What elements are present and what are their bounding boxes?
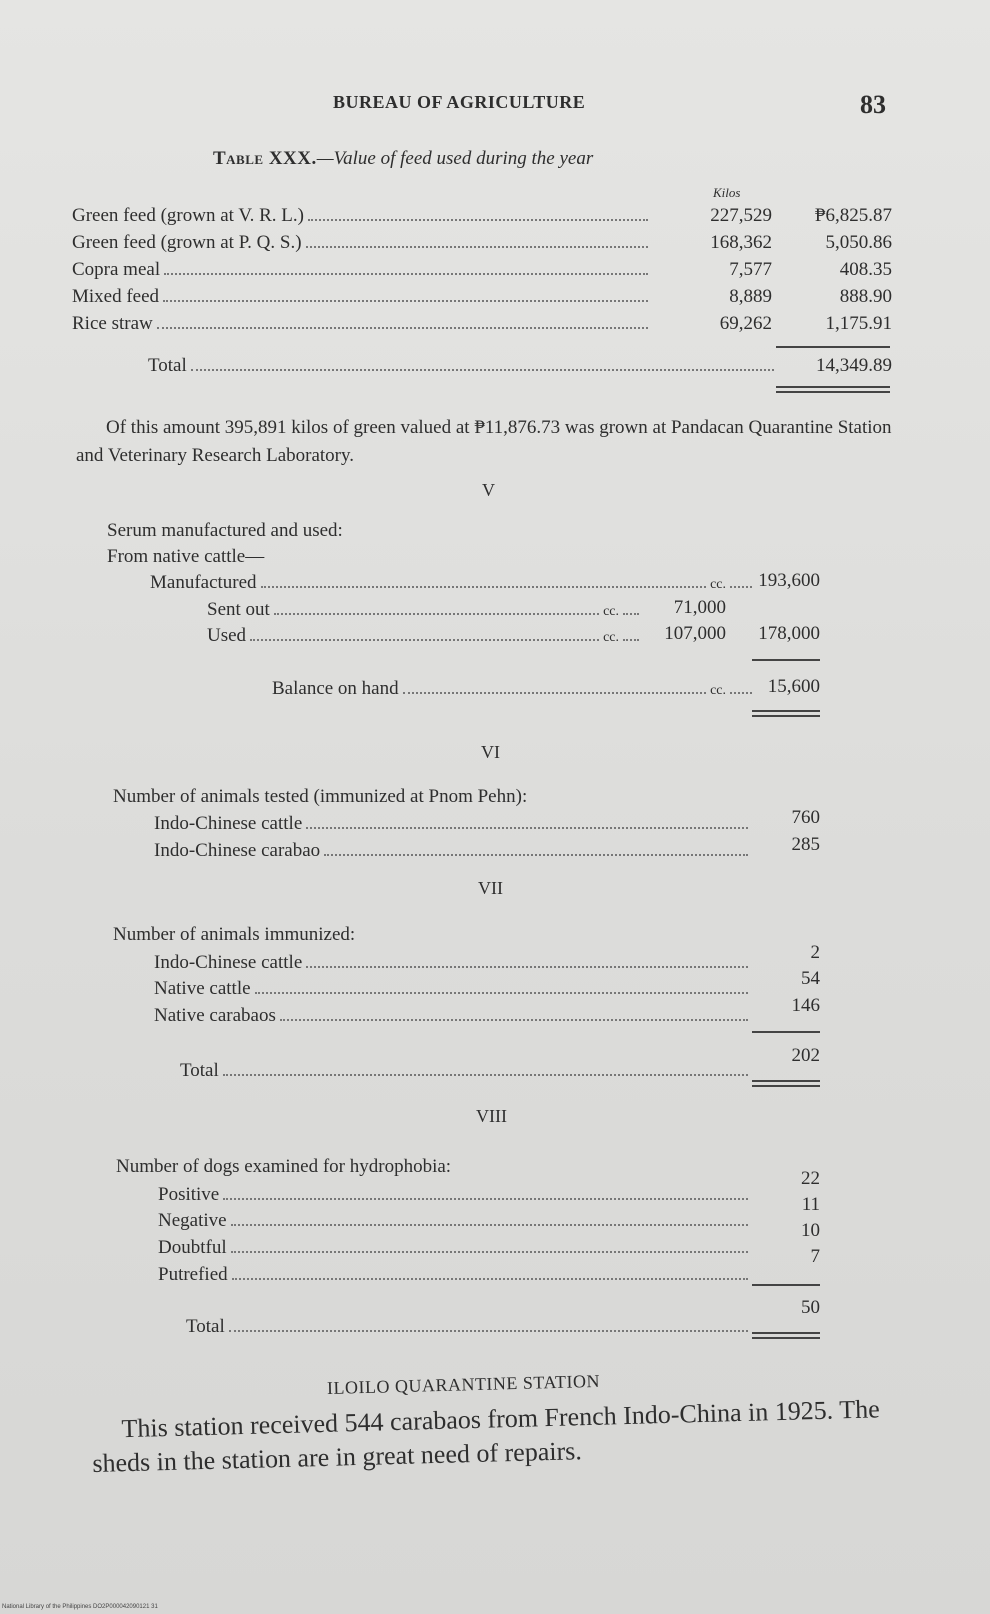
row-value: 1,175.91: [825, 313, 892, 334]
section-vi-heading: Number of animals tested (immunized at Pnom Pehn):: [113, 786, 528, 807]
station-heading: ILOILO QUARANTINE STATION: [326, 1370, 601, 1398]
row-value: ₱6,825.87: [814, 205, 892, 226]
row-value: 888.90: [839, 286, 892, 307]
item-value: 760: [791, 807, 820, 828]
total-double-rule: [752, 1080, 820, 1087]
row-item: Green feed (grown at V. R. L.): [72, 205, 304, 226]
total-label: Total: [180, 1060, 219, 1081]
item-value: 146: [791, 995, 820, 1016]
item-value: 285: [791, 834, 820, 855]
section-v-heading: Serum manufactured and used:: [107, 520, 343, 541]
manufactured-label: Manufactured: [150, 572, 257, 593]
row-item: Green feed (grown at P. Q. S.): [72, 232, 302, 253]
row-value: 408.35: [839, 259, 892, 280]
page-number: 83: [860, 90, 886, 119]
item-value: 11: [801, 1194, 820, 1215]
total-double-rule: [776, 386, 890, 393]
total-label: Total: [148, 355, 187, 376]
used-total: 178,000: [758, 623, 820, 644]
total-value: 50: [801, 1297, 820, 1318]
list-item: [158, 1237, 752, 1263]
item-label: Doubtful: [158, 1237, 227, 1258]
section-v-subheading: From native cattle—: [107, 546, 265, 567]
table-label: Table XXX.: [213, 148, 317, 169]
station-paragraph: This station received 544 carabaos from French Indo-China in 1925. The sheds in the station are in great need of repairs.: [92, 1394, 881, 1478]
cc-unit: cc.: [603, 630, 619, 645]
item-label: Negative: [158, 1210, 227, 1231]
total-value: 14,349.89: [816, 355, 892, 376]
section-v-numeral: V: [482, 480, 495, 500]
total-double-rule: [752, 1332, 820, 1339]
sum-rule: [752, 1031, 820, 1033]
row-kilos: 7,577: [729, 259, 772, 280]
list-item: [154, 840, 752, 866]
section-viii-heading: Number of dogs examined for hydrophobia:: [116, 1156, 452, 1177]
row-kilos: 227,529: [710, 205, 772, 226]
row-kilos: 8,889: [729, 286, 772, 307]
used-row: [207, 625, 643, 651]
running-title: BUREAU OF AGRICULTURE: [333, 92, 586, 112]
balance-row: [272, 678, 756, 704]
total-value: 202: [791, 1045, 820, 1066]
used-value: 107,000: [664, 623, 726, 644]
row-kilos: 69,262: [719, 313, 772, 334]
row-item: Copra meal: [72, 259, 161, 280]
item-label: Indo-Chinese cattle: [154, 952, 303, 973]
section-vii-heading: Number of animals immunized:: [113, 924, 356, 945]
balance-double-rule: [752, 710, 820, 717]
cc-unit: cc.: [603, 604, 619, 619]
sum-rule: [752, 1284, 820, 1286]
green-feed-paragraph: Of this amount 395,891 kilos of green valued at ₱11,876.73 was grown at Pandacan Quarantine Station and Veterinary Research Laboratory.: [76, 417, 892, 466]
sent-out-row: [207, 599, 643, 625]
used-label: Used: [207, 625, 247, 646]
item-label: Putrefied: [158, 1264, 228, 1285]
list-item: [158, 1264, 752, 1290]
table-caption: [213, 148, 593, 170]
item-label: Indo-Chinese cattle: [154, 813, 303, 834]
row-value: 5,050.86: [825, 232, 892, 253]
list-item: [154, 1005, 752, 1031]
item-value: 22: [801, 1168, 820, 1189]
sent-out-label: Sent out: [207, 599, 270, 620]
total-row: [186, 1316, 752, 1342]
list-item: [154, 952, 752, 978]
manufactured-row: [150, 572, 756, 598]
row-kilos: 168,362: [710, 232, 772, 253]
item-value: 10: [801, 1220, 820, 1241]
list-item: [154, 978, 752, 1004]
item-value: 7: [810, 1246, 820, 1267]
table-row: [72, 313, 652, 339]
total-row: [180, 1060, 752, 1086]
row-item: Rice straw: [72, 313, 153, 334]
list-item: [158, 1184, 752, 1210]
balance-value: 15,600: [767, 676, 820, 697]
table-row: [72, 259, 652, 285]
item-label: Native carabaos: [154, 1005, 276, 1026]
total-label: Total: [186, 1316, 225, 1337]
table-row: [72, 232, 652, 258]
item-value: 2: [810, 942, 820, 963]
item-label: Positive: [158, 1184, 220, 1205]
section-vi-numeral: VI: [481, 742, 500, 762]
cc-unit: cc.: [710, 683, 726, 698]
cc-unit: cc.: [710, 577, 726, 592]
table-title: —Value of feed used during the year: [316, 148, 594, 169]
list-item: [158, 1210, 752, 1236]
item-label: Indo-Chinese carabao: [154, 840, 321, 861]
kilos-column-header: Kilos: [713, 185, 741, 200]
list-item: [154, 813, 752, 839]
table-row: [72, 205, 652, 231]
footer-stamp: National Library of the Philippines DO2P000042090121 31: [2, 1604, 158, 1610]
row-item: Mixed feed: [72, 286, 160, 307]
balance-rule: [752, 659, 820, 661]
section-vii-numeral: VII: [478, 878, 503, 898]
balance-label: Balance on hand: [272, 678, 399, 699]
sum-rule: [776, 346, 890, 348]
manufactured-value: 193,600: [758, 570, 820, 591]
item-value: 54: [801, 968, 820, 989]
section-viii-numeral: VIII: [476, 1106, 507, 1126]
total-row: [148, 355, 778, 381]
table-row: [72, 286, 652, 312]
item-label: Native cattle: [154, 978, 251, 999]
sent-out-value: 71,000: [673, 597, 726, 618]
